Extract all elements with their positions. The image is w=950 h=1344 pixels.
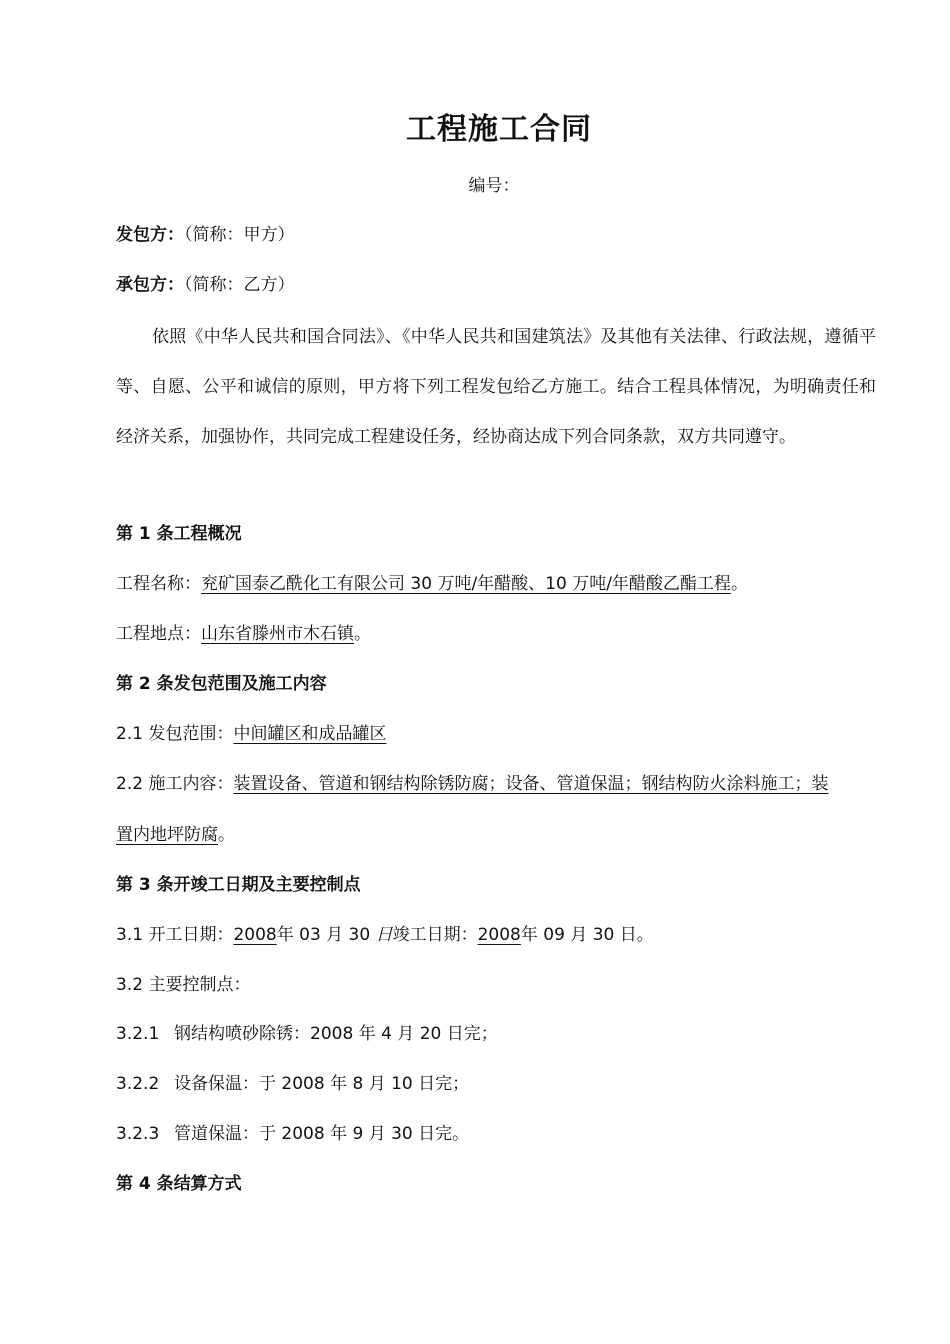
control-item-number: 3.2.3 <box>116 1124 160 1144</box>
article-4-heading: 第 4 条结算方式 <box>116 1174 242 1194</box>
content-line-1 <box>116 769 828 794</box>
contractor-label: 承包方： <box>116 275 184 295</box>
content-end: 。 <box>218 825 235 845</box>
contractor-line <box>116 270 295 295</box>
scope-value: 中间罐区和成品罐区 <box>233 724 387 744</box>
contractor-note: （简称：乙方） <box>184 275 295 295</box>
employer-note: （简称：甲方） <box>184 225 295 245</box>
finish-date-label: 竣工日期： <box>392 925 478 945</box>
document-title: 工程施工合同 <box>406 112 592 147</box>
control-item <box>116 1119 469 1144</box>
content-label: 2.2 施工内容： <box>116 774 234 794</box>
control-item-text: 钢结构喷砂除锈：2008 年 4 月 20 日完； <box>174 1024 498 1044</box>
control-item-text: 管道保温：于 2008 年 9 月 30 日完。 <box>174 1124 470 1144</box>
contract-number-label: 编号： <box>468 176 520 196</box>
scope-line <box>116 719 386 744</box>
content-value-2: 置内地坪防腐 <box>116 825 218 845</box>
content-line-2 <box>116 820 235 845</box>
finish-date-rest: 年 09 月 30 日。 <box>520 925 654 945</box>
project-site-line <box>116 619 371 644</box>
control-item-number: 3.2.1 <box>116 1024 160 1044</box>
project-name-line <box>116 569 748 594</box>
preamble-paragraph: 依照《中华人民共和国合同法》、《中华人民共和国建筑法》及其他有关法律、行政法规，遵循平等、自愿、公平和诚信的原则，甲方将下列工程发包给乙方施工。结合工程具体情况，为明确责任和经济关系，加强协作，共同完成工程建设任务，经协商达成下列合同条款，双方共同遵守。 <box>116 327 876 447</box>
start-day-char: 日 <box>375 925 393 945</box>
content-value-1: 装置设备、管道和钢结构除锈防腐；设备、管道保温；钢结构防火涂料施工；装 <box>233 774 829 794</box>
project-site-label: 工程地点： <box>116 624 201 644</box>
start-year: 2008 <box>233 925 277 945</box>
article-3-heading: 第 3 条开竣工日期及主要控制点 <box>116 875 361 895</box>
employer-line <box>116 220 295 245</box>
project-name-value: 兖矿国泰乙酰化工有限公司 30 万吨/年醋酸、10 万吨/年醋酸乙酯工程 <box>201 574 731 594</box>
start-date-label: 3.1 开工日期： <box>116 925 234 945</box>
dates-line <box>116 920 654 945</box>
project-site-end: 。 <box>354 624 371 644</box>
control-item-number: 3.2.2 <box>116 1074 160 1094</box>
scope-label: 2.1 发包范围： <box>116 724 234 744</box>
article-1-heading: 第 1 条工程概况 <box>116 524 242 544</box>
control-item <box>116 1069 469 1094</box>
article-2-heading: 第 2 条发包范围及施工内容 <box>116 674 327 694</box>
control-item <box>116 1019 498 1044</box>
start-date-rest: 年 03 月 30 <box>276 925 376 945</box>
project-name-end: 。 <box>730 574 748 594</box>
project-site-value: 山东省滕州市木石镇 <box>201 624 354 644</box>
control-points-label: 3.2 主要控制点： <box>116 975 251 995</box>
employer-label: 发包方： <box>116 225 184 245</box>
finish-year: 2008 <box>477 925 521 945</box>
project-name-label: 工程名称： <box>116 574 201 594</box>
control-item-text: 设备保温：于 2008 年 8 月 10 日完； <box>174 1074 470 1094</box>
